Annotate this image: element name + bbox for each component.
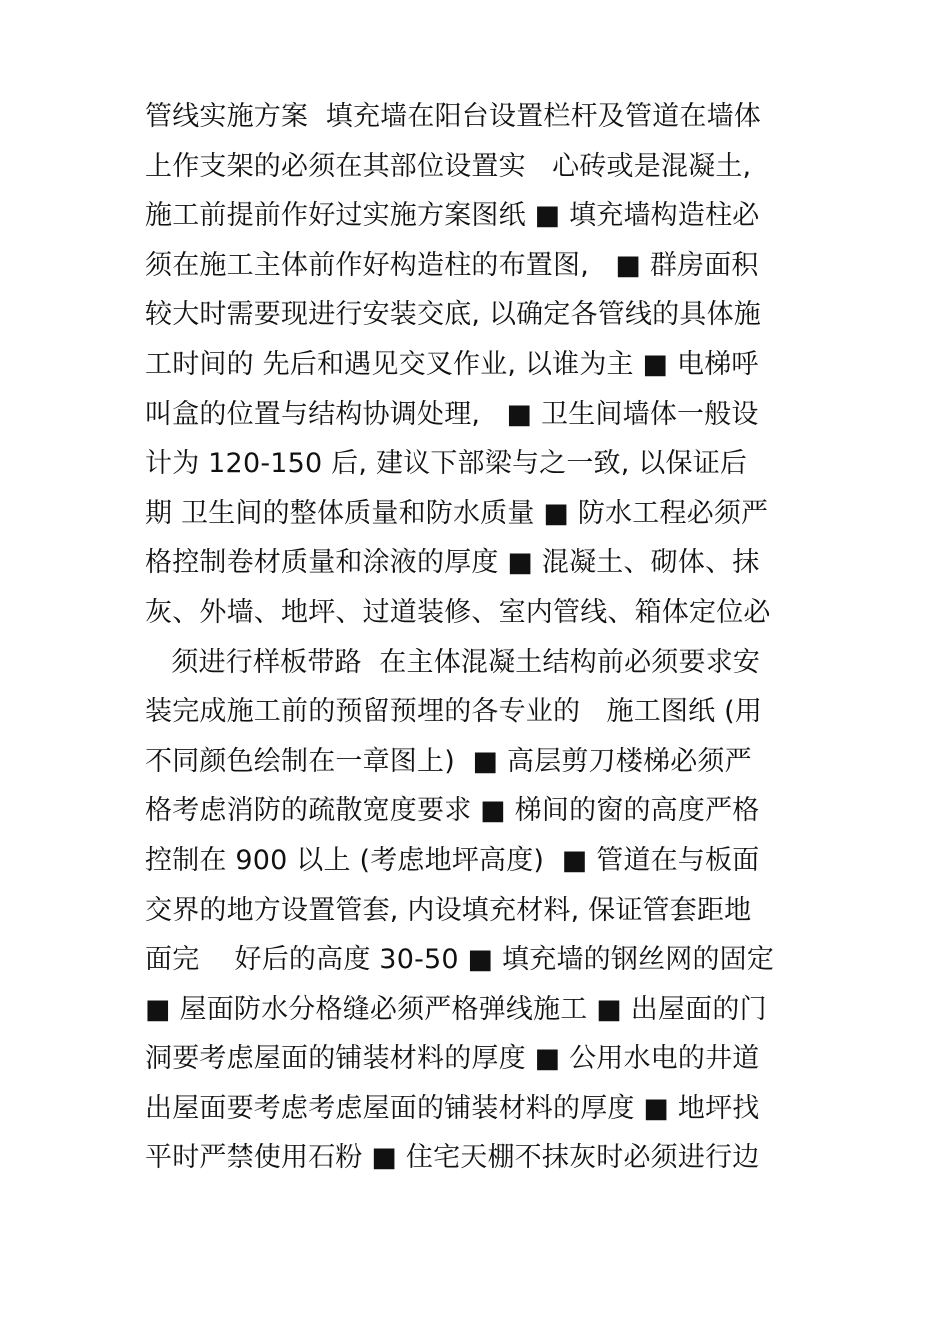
text-line: 施工前提前作好过实施方案图纸 ■ 填充墙构造柱必 [145,200,760,232]
text-line: 格考虑消防的疏散宽度要求 ■ 梯间的窗的高度严格 [145,795,760,827]
text-line: 格控制卷材质量和涂液的厚度 ■ 混凝土、砌体、抹 [145,547,760,579]
text-line: 较大时需要现进行安装交底, 以确定各管线的具体施 [145,299,761,331]
text-line: 不同颜色绘制在一章图上) ■ 高层剪刀楼梯必须严 [145,745,752,777]
text-line: 洞要考虑屋面的铺装材料的厚度 ■ 公用水电的井道 [145,1043,760,1075]
text-line: 期 卫生间的整体质量和防水质量 ■ 防水工程必须严 [145,497,769,529]
text-line: 须在施工主体前作好构造柱的布置图, ■ 群房面积 [145,249,759,281]
text-line: 工时间的 先后和遇见交叉作业, 以谁为主 ■ 电梯呼 [145,348,759,380]
text-line: 管线实施方案 填充墙在阳台设置栏杆及管道在墙体 [145,101,761,132]
text-line: 装完成施工前的预留预埋的各专业的 施工图纸 (用 [145,696,763,728]
text-line: 须进行样板带路 在主体混凝土结构前必须要求安 [145,646,761,678]
text-line: 叫盒的位置与结构协调处理, ■ 卫生间墙体一般设 [145,398,759,430]
document-body [145,92,825,1183]
text-line: 计为 120-150 后, 建议下部梁与之一致, 以保证后 [145,448,748,480]
text-line: 平时严禁使用石粉 ■ 住宅天棚不抹灰时必须进行边 [145,1142,760,1174]
text-line: 控制在 900 以上 (考虑地坪高度) ■ 管道在与板面 [145,844,760,876]
text-line: 面完 好后的高度 30-50 ■ 填充墙的钢丝网的固定 [145,944,775,976]
text-line: 出屋面要考虑考虑屋面的铺装材料的厚度 ■ 地坪找 [145,1092,760,1124]
text-line: 灰、外墙、地坪、过道装修、室内管线、箱体定位必 [145,596,771,628]
text-line: 上作支架的必须在其部位设置实 心砖或是混凝土, [145,150,752,182]
text-line: ■ 屋面防水分格缝必须严格弹线施工 ■ 出屋面的门 [145,993,767,1025]
text-line: 交界的地方设置管套, 内设填充材料, 保证管套距地 [145,894,752,926]
